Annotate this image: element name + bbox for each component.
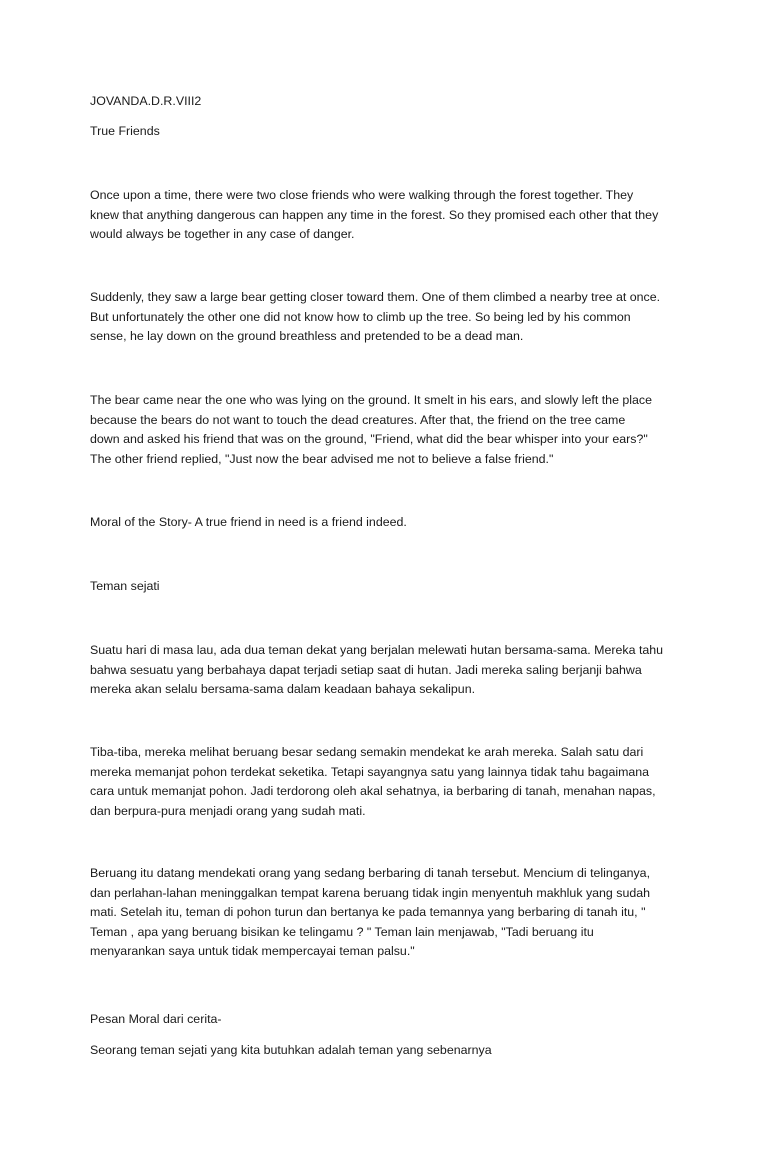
english-moral: Moral of the Story- A true friend in need is a friend indeed. xyxy=(90,515,407,529)
paragraph-line: because the bears do not want to touch the dead creatures. After that, the friend on the tree came xyxy=(90,412,626,427)
paragraph-line: dan berpura-pura menjadi orang yang sudah mati. xyxy=(90,803,366,818)
author-line: JOVANDA.D.R.VIII2 xyxy=(90,94,202,108)
paragraph-line: Beruang itu datang mendekati orang yang sedang berbaring di tanah tersebut. Mencium di telinganya, xyxy=(90,866,651,880)
paragraph-line: down and asked his friend that was on the ground, "Friend, what did the bear whisper into your ears?" xyxy=(90,432,648,446)
paragraph-line: bahwa sesuatu yang berbahaya dapat terjadi setiap saat di hutan. Jadi mereka saling berjanji bahwa xyxy=(90,662,642,677)
paragraph-line: mereka memanjat pohon terdekat seketika. Tetapi sayangnya satu yang lainnya tidak tahu bagaimana xyxy=(90,764,650,779)
paragraph-line: Once upon a time, there were two close friends who were walking through the forest together. They xyxy=(90,188,634,202)
paragraph-line: knew that anything dangerous can happen any time in the forest. So they promised each other that they xyxy=(90,207,659,222)
paragraph-line: Suatu hari di masa lau, ada dua teman dekat yang berjalan melewati hutan bersama-sama. Mereka tahu xyxy=(90,643,664,657)
paragraph-line: The bear came near the one who was lying on the ground. It smelt in his ears, and slowly left the place xyxy=(90,393,653,407)
indonesian-moral-label: Pesan Moral dari cerita- xyxy=(90,1012,222,1026)
title-english: True Friends xyxy=(90,124,160,138)
paragraph-line: mereka akan selalu bersama-sama dalam keadaan bahaya sekalipun. xyxy=(90,682,476,696)
paragraph-line: The other friend replied, "Just now the bear advised me not to believe a false friend." xyxy=(90,451,554,466)
english-paragraph-1 xyxy=(90,186,690,245)
indonesian-paragraph-3 xyxy=(90,864,690,962)
paragraph-line: Suddenly, they saw a large bear getting closer toward them. One of them climbed a nearby tree at once. xyxy=(90,290,661,304)
title-indonesian: Teman sejati xyxy=(90,579,160,593)
indonesian-paragraph-1 xyxy=(90,641,690,700)
paragraph-line: But unfortunately the other one did not know how to climb up the tree. So being led by his common xyxy=(90,309,631,324)
english-paragraph-2 xyxy=(90,288,690,347)
paragraph-line: menyarankan saya untuk tidak mempercayai teman palsu." xyxy=(90,944,415,958)
paragraph-line: would always be together in any case of danger. xyxy=(90,227,355,241)
paragraph-line: Teman , apa yang beruang bisikan ke telingamu ? " Teman lain menjawab, "Tadi beruang itu xyxy=(90,924,594,939)
paragraph-line: Tiba-tiba, mereka melihat beruang besar sedang semakin mendekat ke arah mereka. Salah satu dari xyxy=(90,745,644,759)
paragraph-line: dan perlahan-lahan meninggalkan tempat karena beruang tidak ingin menyentuh makhluk yang sudah xyxy=(90,885,651,900)
indonesian-moral-text: Seorang teman sejati yang kita butuhkan adalah teman yang sebenarnya xyxy=(90,1043,492,1057)
paragraph-line: cara untuk memanjat pohon. Jadi terdorong oleh akal sehatnya, ia berbaring di tanah, menahan napas, xyxy=(90,784,656,798)
paragraph-line: mati. Setelah itu, teman di pohon turun dan bertanya ke pada temannya yang berbaring di tanah itu, " xyxy=(90,905,646,919)
english-paragraph-3 xyxy=(90,391,690,469)
indonesian-paragraph-2 xyxy=(90,743,690,821)
paragraph-line: sense, he lay down on the ground breathless and pretended to be a dead man. xyxy=(90,329,524,343)
